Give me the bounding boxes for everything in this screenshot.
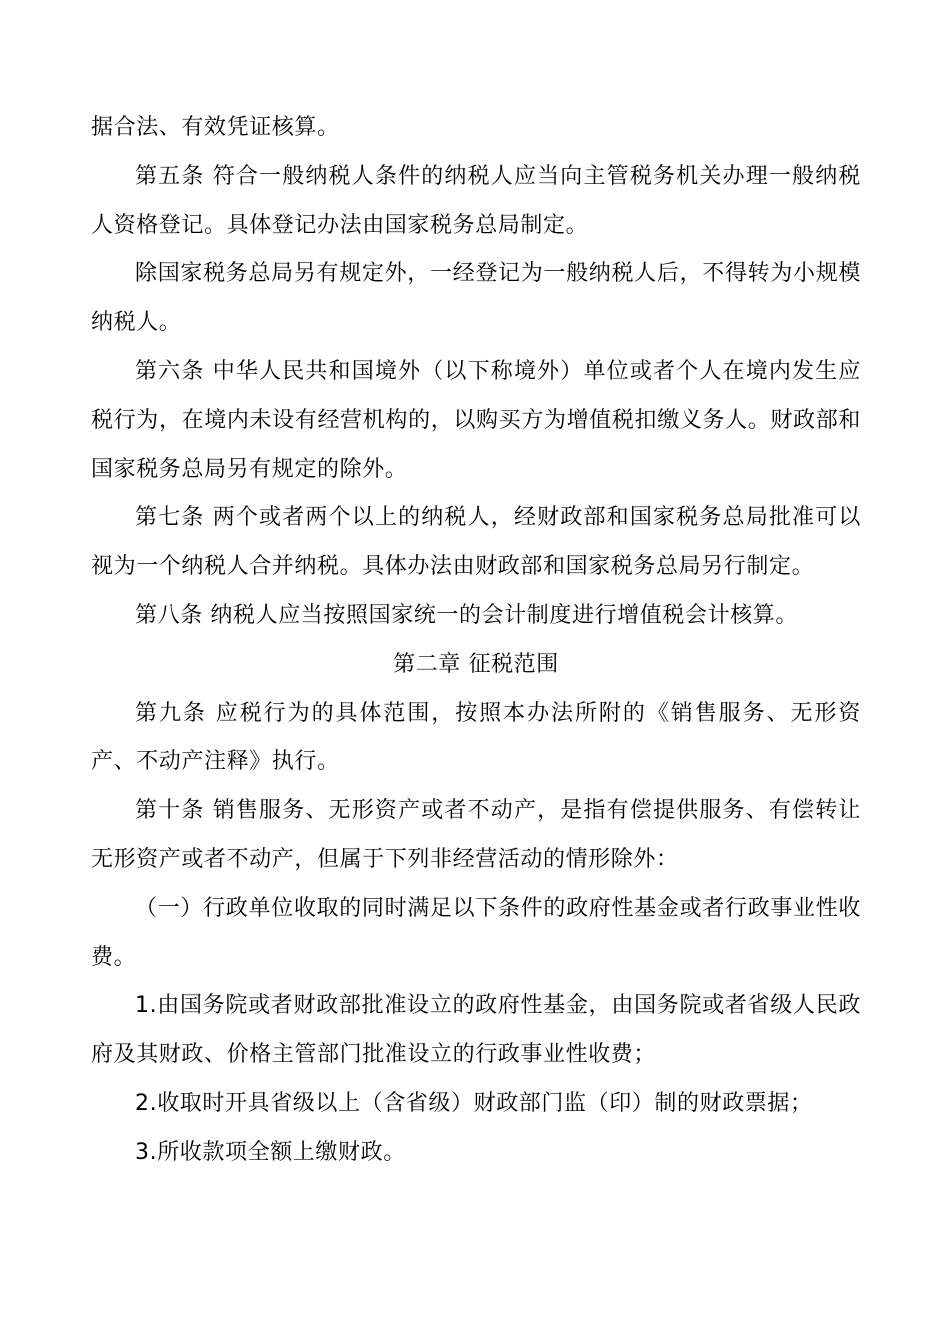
article-6: 第六条 中华人民共和国境外（以下称境外）单位或者个人在境内发生应税行为，在境内未设有经营机构的，以购买方为增值税扣缴义务人。财政部和国家税务总局另有规定的除外。 — [91, 358, 861, 482]
paragraph-continuation: 据合法、有效凭证核算。 — [91, 115, 340, 140]
item-1: 1.由国务院或者财政部批准设立的政府性基金，由国务院或者省级人民政府及其财政、价格主管部门批准设立的行政事业性收费； — [91, 993, 861, 1068]
item-2: 2.收取时开具省级以上（含省级）财政部门监（印）制的财政票据； — [135, 1090, 813, 1116]
article-7: 第七条 两个或者两个以上的纳税人，经财政部和国家税务总局批准可以视为一个纳税人合并纳税。具体办法由财政部和国家税务总局另行制定。 — [91, 505, 861, 580]
item-3: 3.所收款项全额上缴财政。 — [135, 1139, 406, 1165]
article-5: 第五条 符合一般纳税人条件的纳税人应当向主管税务机关办理一般纳税人资格登记。具体登记办法由国家税务总局制定。 — [91, 163, 861, 238]
clause-1: （一）行政单位收取的同时满足以下条件的政府性基金或者行政事业性收费。 — [91, 895, 861, 970]
article-8: 第八条 纳税人应当按照国家统一的会计制度进行增值税会计核算。 — [135, 602, 798, 628]
article-5-supplement: 除国家税务总局另有规定外，一经登记为一般纳税人后，不得转为小规模纳税人。 — [91, 261, 861, 336]
chapter-heading: 第二章 征税范围 — [393, 651, 559, 677]
document-page — [91, 104, 861, 1178]
article-9: 第九条 应税行为的具体范围，按照本办法所附的《销售服务、无形资产、不动产注释》执行。 — [91, 700, 861, 775]
article-10: 第十条 销售服务、无形资产或者不动产，是指有偿提供服务、有偿转让无形资产或者不动产，但属于下列非经营活动的情形除外： — [91, 798, 861, 872]
